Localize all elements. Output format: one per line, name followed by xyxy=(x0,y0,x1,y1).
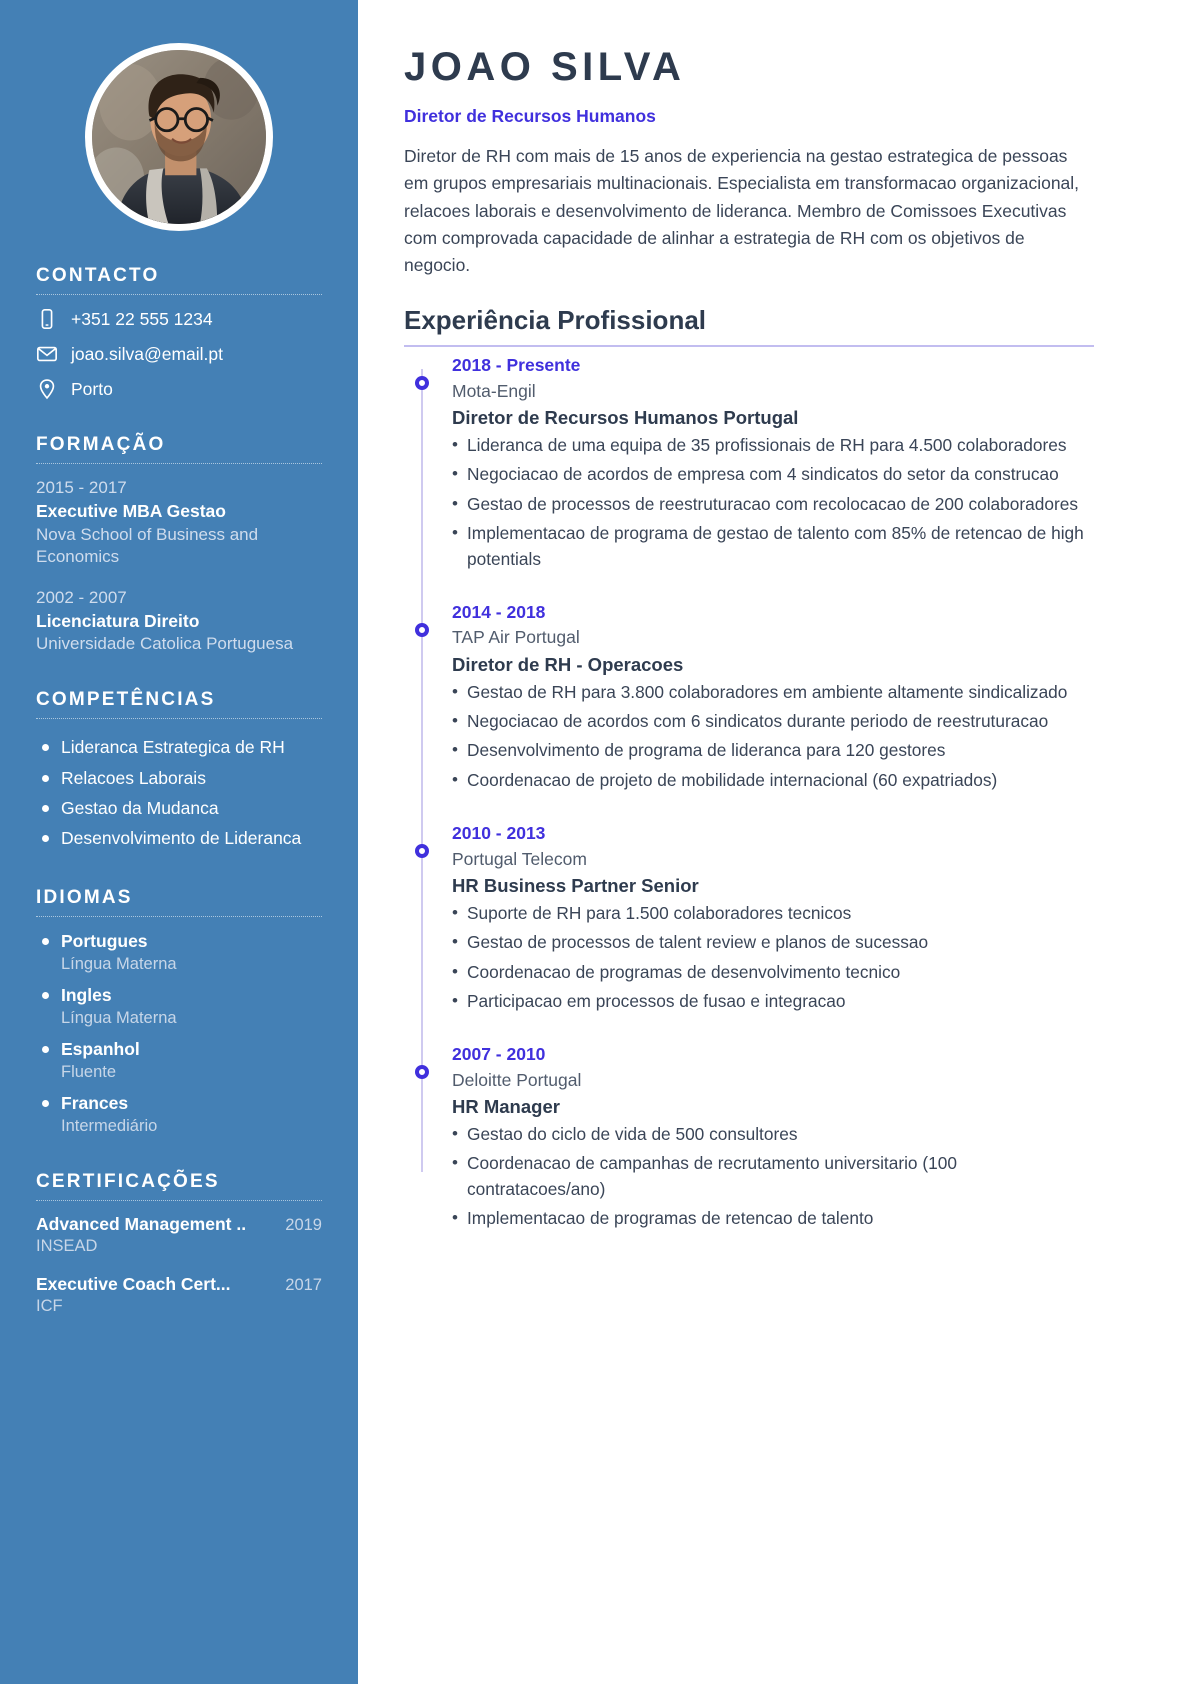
education-degree: Licenciatura Direito xyxy=(36,610,200,631)
experience-entry xyxy=(404,353,1094,572)
languages-section xyxy=(36,887,322,1137)
language-name: Portugues xyxy=(61,930,148,951)
education-heading: FORMAÇÃO xyxy=(36,434,166,455)
certification-header xyxy=(36,1214,322,1235)
list-item: • Implementacao de programas de retencao de talento xyxy=(452,1206,1094,1231)
experience-title: Diretor de Recursos Humanos Portugal xyxy=(452,407,799,429)
education-divider xyxy=(36,463,322,464)
skills-heading: COMPETÊNCIAS xyxy=(36,689,216,711)
sidebar-sections xyxy=(0,265,358,1318)
certification-org: INSEAD xyxy=(36,1236,98,1255)
experience-company: Mota-Engil xyxy=(452,380,536,401)
language-level: Fluente xyxy=(61,1062,117,1081)
list-item: • Participacao em processos de fusao e integracao xyxy=(452,989,1094,1014)
contact-section xyxy=(36,265,322,400)
certification-item xyxy=(36,1214,322,1258)
skills-section xyxy=(36,689,322,852)
email-icon xyxy=(36,343,58,365)
certifications-divider xyxy=(36,1200,322,1201)
experience-title: HR Business Partner Senior xyxy=(452,875,699,897)
certification-header xyxy=(36,1274,322,1295)
timeline-dot-icon xyxy=(415,376,429,390)
contact-location-value: Porto xyxy=(71,378,113,399)
language-level: Intermediário xyxy=(61,1116,158,1135)
list-item: • Suporte de RH para 1.500 colaboradores tecnicos xyxy=(452,901,1094,926)
experience-entry xyxy=(404,1042,1094,1231)
list-item: • Gestao do ciclo de vida de 500 consultores xyxy=(452,1122,1094,1147)
languages-heading: IDIOMAS xyxy=(36,886,133,908)
main-content xyxy=(358,0,1190,1684)
language-level: Língua Materna xyxy=(61,1008,177,1027)
list-item: • Desenvolvimento de programa de lideranca para 120 gestores xyxy=(452,738,1094,763)
avatar xyxy=(85,43,273,231)
timeline-dot-icon xyxy=(415,844,429,858)
experience-bullets xyxy=(452,901,1094,1015)
skills-list xyxy=(36,732,322,852)
experience-timeline xyxy=(404,353,1094,1231)
contact-email[interactable] xyxy=(36,343,322,365)
list-item: • Negociacao de acordos de empresa com 4 sindicatos do setor da construcao xyxy=(452,462,1094,487)
job-role-subtitle: Diretor de Recursos Humanos xyxy=(404,106,656,126)
list-item: • Gestao de processos de talent review e planos de sucessao xyxy=(452,930,1094,955)
location-icon xyxy=(36,378,58,400)
certifications-section xyxy=(36,1171,322,1318)
list-item: • Gestao de RH para 3.800 colaboradores em ambiente altamente sindicalizado xyxy=(452,680,1094,705)
professional-summary: Diretor de RH com mais de 15 anos de experiencia na gestao estrategica de pessoas em grupos empresariais multinacionais. Especialista em transformacao organizacional, relacoes laborais e desenvolvimento de lideranca. Membro de Comissoes Executivas com comprovada capacidade de alinhar a estrategia de RH com os objetivos de negocio. xyxy=(404,146,1080,276)
certification-year: 2017 xyxy=(285,1275,322,1294)
education-item xyxy=(36,587,322,656)
experience-date: 2010 - 2013 xyxy=(452,823,546,844)
certification-name: Executive Coach Cert... xyxy=(36,1273,231,1294)
education-school: Universidade Catolica Portuguesa xyxy=(36,634,294,654)
contact-location[interactable] xyxy=(36,378,322,400)
list-item: • Lideranca de uma equipa de 35 profissionais de RH para 4.500 colaboradores xyxy=(452,433,1094,458)
experience-bullets xyxy=(452,1122,1094,1232)
experience-divider xyxy=(404,345,1094,347)
avatar-container xyxy=(0,0,358,231)
languages-list xyxy=(36,930,322,1137)
language-level: Língua Materna xyxy=(61,954,177,973)
experience-heading: Experiência Profissional xyxy=(404,305,707,336)
experience-bullets xyxy=(452,680,1094,794)
certification-item xyxy=(36,1274,322,1318)
skills-divider xyxy=(36,718,322,719)
list-item: • Coordenacao de campanhas de recrutamento universitario (100 contratacoes/ano) xyxy=(452,1151,1094,1202)
contact-phone[interactable] xyxy=(36,308,322,330)
experience-title: Diretor de RH - Operacoes xyxy=(452,653,684,675)
list-item xyxy=(36,984,322,1029)
contact-phone-value: +351 22 555 1234 xyxy=(71,308,213,329)
certification-name: Advanced Management .. xyxy=(36,1213,247,1234)
profile-photo-icon xyxy=(92,50,266,224)
list-item: Relacoes Laborais xyxy=(36,763,322,793)
list-item xyxy=(36,930,322,975)
page-title: JOAO SILVA xyxy=(404,45,686,89)
list-item: • Coordenacao de projeto de mobilidade internacional (60 expatriados) xyxy=(452,768,1094,793)
list-item: • Gestao de processos de reestruturacao com recolocacao de 200 colaboradores xyxy=(452,492,1094,517)
languages-divider xyxy=(36,916,322,917)
education-date: 2015 - 2017 xyxy=(36,478,127,497)
experience-title: HR Manager xyxy=(452,1096,560,1118)
education-school: Nova School of Business and Economics xyxy=(36,524,259,566)
experience-company: Deloitte Portugal xyxy=(452,1069,582,1090)
list-item: Desenvolvimento de Lideranca xyxy=(36,823,322,853)
list-item: Lideranca Estrategica de RH xyxy=(36,732,322,762)
certification-year: 2019 xyxy=(285,1215,322,1234)
list-item: • Negociacao de acordos com 6 sindicatos durante periodo de reestruturacao xyxy=(452,709,1094,734)
list-item xyxy=(36,1038,322,1083)
language-name: Espanhol xyxy=(61,1038,140,1059)
experience-entry xyxy=(404,821,1094,1014)
certifications-heading: CERTIFICAÇÕES xyxy=(36,1170,220,1192)
education-section xyxy=(36,434,322,655)
list-item: • Coordenacao de programas de desenvolvimento tecnico xyxy=(452,960,1094,985)
list-item xyxy=(36,1092,322,1137)
experience-date: 2007 - 2010 xyxy=(452,1044,546,1065)
phone-icon xyxy=(36,308,58,330)
list-item: • Implementacao de programa de gestao de talento com 85% de retencao de high potentials xyxy=(452,521,1094,572)
contact-divider xyxy=(36,294,322,295)
language-name: Ingles xyxy=(61,984,112,1005)
timeline-dot-icon xyxy=(415,623,429,637)
experience-company: Portugal Telecom xyxy=(452,848,587,869)
education-item xyxy=(36,477,322,568)
certification-org: ICF xyxy=(36,1296,63,1315)
list-item: Gestao da Mudanca xyxy=(36,793,322,823)
experience-company: TAP Air Portugal xyxy=(452,627,580,648)
language-name: Frances xyxy=(61,1092,129,1113)
experience-bullets xyxy=(452,433,1094,572)
education-degree: Executive MBA Gestao xyxy=(36,500,226,521)
education-date: 2002 - 2007 xyxy=(36,587,127,607)
experience-entry xyxy=(404,600,1094,793)
experience-date: 2014 - 2018 xyxy=(452,602,546,623)
contact-email-value: joao.silva@email.pt xyxy=(71,343,223,364)
timeline-dot-icon xyxy=(415,1065,429,1079)
experience-date: 2018 - Presente xyxy=(452,355,581,376)
contact-heading: CONTACTO xyxy=(36,265,160,286)
sidebar xyxy=(0,0,358,1684)
